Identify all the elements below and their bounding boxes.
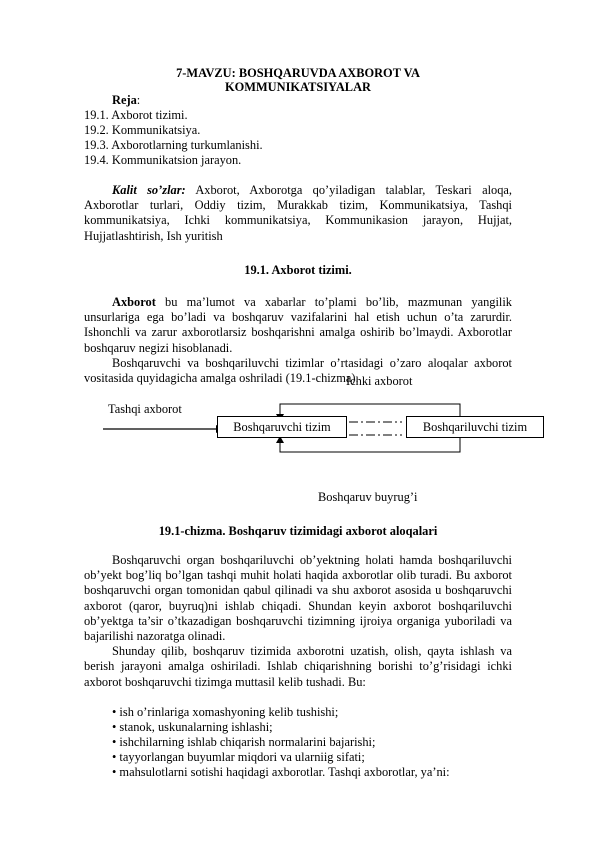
plan-item: 19.4. Kommunikatsion jarayon. bbox=[84, 153, 242, 167]
topic-title-line-2: KOMMUNIKATSIYALAR bbox=[225, 80, 371, 94]
list-item: • ish o’rinlariga xomashyoning kelib tushishi; bbox=[112, 705, 339, 719]
external-info-label: Tashqi axborot bbox=[108, 402, 182, 416]
keywords-paragraph bbox=[84, 183, 512, 244]
plan-label: Reja: bbox=[112, 93, 141, 107]
topic-title bbox=[84, 66, 512, 94]
control-order-loop bbox=[280, 438, 460, 452]
plan-item: 19.1. Axborot tizimi. bbox=[84, 108, 188, 122]
body-paragraph: Boshqaruvchi organ boshqariluvchi ob’yektning holati hamda boshqariluvchi ob’yekt bog’liq bo’lgan tashqi muhit holati haqida axborotlar olib turadi. Bu axborot boshqaruvchi organ tomonidan qabul qilinadi va shu axborot asosida u boshqaruvchi axborot (qaror, buyruq)ni ishlab chiqadi. Shundan keyin axborot boshqariluvchi ob’yektga ta’sir o’tkazadigan boshqaruvchi tizimning ijroiya organiga yuboriladi va bajarilishi nazoratga olinadi. bbox=[84, 553, 512, 644]
list-item: • stanok, uskunalarning ishlashi; bbox=[112, 720, 273, 734]
definition-text: bu ma’lumot va xabarlar to’plami bo’lib, mazmunan yangilik unsurlariga ega bo’ladi va boshqaruv vazifalarini hal etish uchun o’ta zarurdir. Ishonchli va zarur axborotlarsiz boshqarishni amalga oshirib bo’lmaydi. Axborotlar boshqaruv negizi hisoblanadi. bbox=[84, 295, 512, 355]
managed-system-box: Boshqariluvchi tizim bbox=[406, 416, 544, 438]
control-order-label: Boshqaruv buyrug’i bbox=[318, 490, 418, 504]
diagram-caption: 19.1-chizma. Boshqaruv tizimidagi axborot aloqalari bbox=[158, 524, 438, 538]
keywords-text: Axborot, Axborotga qo’yiladigan talablar, Teskari aloqa, Axborotlar turlari, Oddiy tizim, Murakkab tizim, Kommunikatsiya, Tashqi kommunikatsiya, Ichki kommunikatsiya, Kommunikasion jarayon, Hujjat, Hujjatlashtirish, Ish yuritish bbox=[84, 183, 512, 243]
internal-info-label: Ichki axborot bbox=[346, 374, 413, 388]
plan-item: 19.3. Axborotlarning turkumlanishi. bbox=[84, 138, 263, 152]
keywords-label: Kalit so’zlar: bbox=[112, 183, 186, 197]
topic-title-line-1: 7-MAVZU: BOSHQARUVDA AXBOROT VA bbox=[176, 66, 420, 80]
body-paragraph: Shunday qilib, boshqaruv tizimida axborotni uzatish, olish, qayta ishlash va berish jarayoni amalga oshiriladi. Ishlab chiqarishning borishi to’g’risidagi ichki axborot boshqaruvchi tizimga muttasil kelib tushadi. Bu: bbox=[84, 644, 512, 689]
information-flow-diagram bbox=[84, 372, 554, 502]
section-title: 19.1. Axborot tizimi. bbox=[244, 263, 352, 277]
list-item: • mahsulotlarni sotishi haqidagi axborotlar. Tashqi axborotlar, ya’ni: bbox=[112, 765, 450, 779]
list-item: • ishchilarning ishlab chiqarish normalarini bajarishi; bbox=[112, 735, 376, 749]
plan-item: 19.2. Kommunikatsiya. bbox=[84, 123, 201, 137]
managing-system-box: Boshqaruvchi tizim bbox=[217, 416, 347, 438]
body-text bbox=[84, 553, 512, 690]
list-item: • tayyorlangan buyumlar miqdori va ularniig sifati; bbox=[112, 750, 365, 764]
relation-paragraph: Boshqaruvchi va boshqariluvchi tizimlar o’rtasidagi o’zaro aloqalar axborot vositasida quyidagicha amalga oshriladi (19.1-chizma). bbox=[84, 355, 512, 386]
term-axborot: Axborot bbox=[112, 295, 156, 309]
